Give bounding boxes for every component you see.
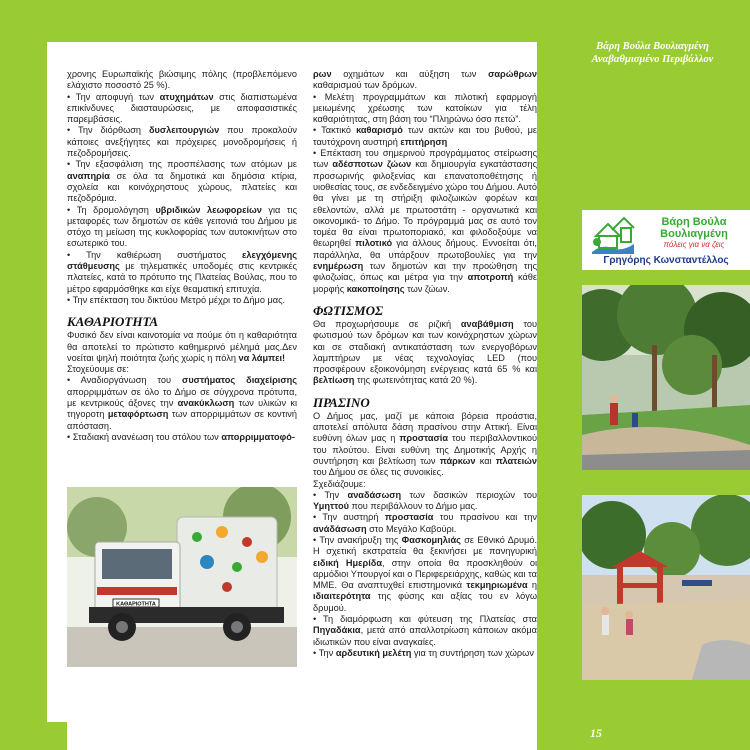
- bullet-beach-cleaning: • Τακτικό καθαρισμό των ακτών και του βυθού, με ταυτόχρονη αυστηρή επιτήρηση: [313, 125, 537, 147]
- bullet-kavouri: • Την αυστηρή προστασία του πρασίνου και την ανάδάσωση στο Μεγάλο Καβούρι.: [313, 512, 538, 534]
- garbage-truck-photo: [67, 487, 297, 667]
- logo-candidate-name: Γρηγόρης Κωνσταντέλλος: [603, 255, 729, 266]
- left-text-column: [67, 69, 297, 443]
- bullet-stray-animals: • Επέκταση του σημερινού προγράμματος στείρωσης των αδέσποτων ζώων και δημιουργία εγκατάστασης προσωρινής φιλοξενίας και επανατοποθέτησης ή υιοθεσίας τους, σε ενδεδειγμένο χώρο του Δήμου. Αυτό θα γίνει με τη στήριξη φιλοζωικών φορέων και εθελοντών, αλλά με πρωτοστάτη - οργανωτικά και οικονομικά- το Δήμο. Το πρόγραμμά μας σε αυτό τον τομέα θα είναι πρωτοποριακό, και φιλοδοξούμε να θεωρηθεί πιλοτικό για άλλους δήμους. Εννοείται ότι, παράλληλα, θα υπάρξουν πρωτοβουλίες για την ενημέρωση των δημοτών και την προώθηση της φιλοζωίας, όπως και μέτρα για την αποτροπή κάθε μορφής κακοποίησης των ζώων.: [313, 148, 537, 294]
- right-text-column: [313, 69, 537, 659]
- paragraph-green-intro: Ο Δήμος μας, μαζί με κάποια βόρεια προάστια, αποτελεί απόλυτα δάση πρασίνου στην Αττική. Είναι ευθύνη όλων μας η προστασία του περιβαλλοντικού του πλούτου. Είναι ευθύνη της Δημοτικής Αρχής η συντήρηση και βελτίωση των πάρκων και πλατειών του Δήμου σε όλες τις συνοικίες.: [313, 410, 537, 478]
- paragraph-vehicles: ρων οχημάτων και αύξηση των σαρώθρων καθαρισμού των δρόμων.: [313, 69, 537, 91]
- section-heading-green: ΠΡΑΣΙΝΟ: [313, 394, 370, 410]
- bullet-disability-access: • Την εξασφάλιση της προσπέλασης των ατόμων με αναπηρία σε όλα τα δημοτικά και δημόσια κτίρια, σχολεία και κοινόχρηστους χώρους, πλατείες και πεζοδρόμια.: [67, 159, 297, 204]
- section-heading-lighting: ΦΩΤΙΣΜΟΣ: [313, 302, 384, 318]
- logo-word-vouliagmeni: Βουλιαγμένη: [660, 228, 728, 240]
- bullet-waste-management: • Αναδιοργάνωση του συστήματος διαχείρισης απορριμμάτων σε όλο το Δήμο σε σύγχρονα πρότυπα, με κεντρικούς άξονες την ανακύκλωση των υλικών κι τηγοροτη μεταφόρτωση των απορριμμάτων σε κοντινή απόσταση.: [67, 375, 298, 431]
- gutter-green-band: [537, 0, 546, 750]
- bullet-irrigation: • Την αρδευτική μελέτη για τη συντήρηση των χώρων: [313, 647, 534, 658]
- left-green-band: [0, 0, 47, 750]
- park-photo-trees: [582, 285, 750, 470]
- bullet-national-park: • Την ανακήρυξη της Φασκομηλιάς σε Εθνικό Δρυμό. Η σχετική εκστρατεία θα ξεκινήσει με πανηγυρική ειδική Ημερίδα, στην οποία θα προσκληθούν οι αρμόδιοι Υπουργοί και ο Περιφερειάρχης, καθώς και τα ΜΜΕ. Θα αναπτυχθεί επιστημονικά τεκμηριωμένα η ιδιαιτερότητα της φύσης και αξίας του εν λόγω δρυμού.: [313, 534, 537, 613]
- logo-word-vari-voula: Βάρη Βούλα: [661, 216, 727, 228]
- paragraph-plans: Σχεδιάζουμε:: [313, 478, 366, 489]
- bullet-pay-as-you-throw: • Μελέτη προγραμμάτων και πιλοτική εφαρμογή μειωμένης χρέωσης των κατοίκων για τέλη καθαριότητας, στη βάση του “Πληρώνω όσο πετώ”.: [313, 91, 537, 125]
- footer-white-strip: [67, 722, 537, 750]
- paragraph-cleanliness-intro: Φυσικό δεν είναι καινοτομία να πούμε ότι η καθαριότητα θα αποτελεί το πρώτιστο καθημερινό μέλημά μας.Δεν νοείται ψηλή ποιότητα ζωής χωρίς η πόλη να λάμπει!: [67, 330, 297, 363]
- sidebar-title: [560, 40, 745, 66]
- bullet-dysfunctions: • Την διόρθωση δυσλειτουργιών που προκαλούν κάποιες ανεξήγητες και πρόχειρες μονοδρομήσεις ή πεζοδρομήσεις.: [67, 125, 297, 159]
- paragraph: χρονης Ευρωπαϊκής βιώσιμης πόλης (προβλεπόμενο ελάχιστο ποσοστό 25 %).: [67, 69, 297, 91]
- bullet-pigadakia-square: • Τη διαμόρφωση και φύτευση της Πλατείας στα Πηγαδάκια, μετά από απαλλοτρίωση κάποιων ακόμα ιδιωτικών που είναι αναγκαίες.: [313, 614, 537, 647]
- bullet-metro: • Την επέκταση του δικτύου Μετρό μέχρι το Δήμο μας.: [67, 294, 286, 305]
- sidebar-title-line1: Βάρη Βούλα Βουλιαγμένη: [596, 41, 709, 52]
- bullet-accidents: • Την αποφυγή των ατυχημάτων στις διαπιστωμένα επικίνδυνες διασταυρώσεις, με αποφασιστικές παρεμβάσεις.: [67, 91, 298, 125]
- campaign-logo: [582, 210, 750, 270]
- page-number: 15: [590, 726, 602, 740]
- bullet-reforestation: • Την αναδάσωση των δασικών περιοχών του Υμηττού που περιβάλλουν το Δήμο μας.: [313, 489, 537, 512]
- sidebar-title-line2: Αναβαθμισμένο Περιβάλλον: [591, 54, 714, 65]
- section-heading-cleanliness: ΚΑΘΑΡΙΟΤΗΤΑ: [67, 314, 159, 330]
- house-logo-icon: [590, 214, 636, 254]
- bullet-fleet-renewal: • Σταδιακή ανανέωση του στόλου των απορριμματοφό-: [67, 431, 295, 442]
- playground-photo: [582, 495, 750, 680]
- bullet-hybrid-buses: • Τη δρομολόγηση υβριδικών λεωφορείων για τις μεταφορές των δημοτών σε κάθε γειτονιά του Δήμου με στόχο τη μείωση της κυκλοφορίας των αυτοκινήτων στο εσωτερικό του.: [67, 204, 297, 249]
- logo-slogan: πόλεις για να ζεις: [663, 240, 725, 249]
- paragraph-lighting: Θα προχωρήσουμε σε ριζική αναβάθμιση του φωτισμού των δρόμων και των κοινόχρηστων χώρων και σε σταδιακή αντικατάσταση των ενεργοβόρων λαμπτήρων με νέας τεχνολογίας LED (που προσφέρουν εξοικονόμηση ενέργειας κατά 65 % και βελτίωση της φωτεινότητας κατά 20 %).: [313, 318, 537, 386]
- truck-plate-text: ΚΑΘΑΡΙΟΤΗΤΑ: [116, 601, 156, 608]
- bullet-parking: • Την καθιέρωση συστήματος ελεγχόμενης στάθμευσης με τηλεματικές υποδομές στις κεντρικές πλατείες, κατά το πρότυπο της Πλατείας Βούλας, που το μέτρο εφαρμόσθηκε και είχε θεαματική επιτυχία.: [67, 249, 297, 294]
- paragraph-goals: Στοχεύουμε σε:: [67, 364, 129, 375]
